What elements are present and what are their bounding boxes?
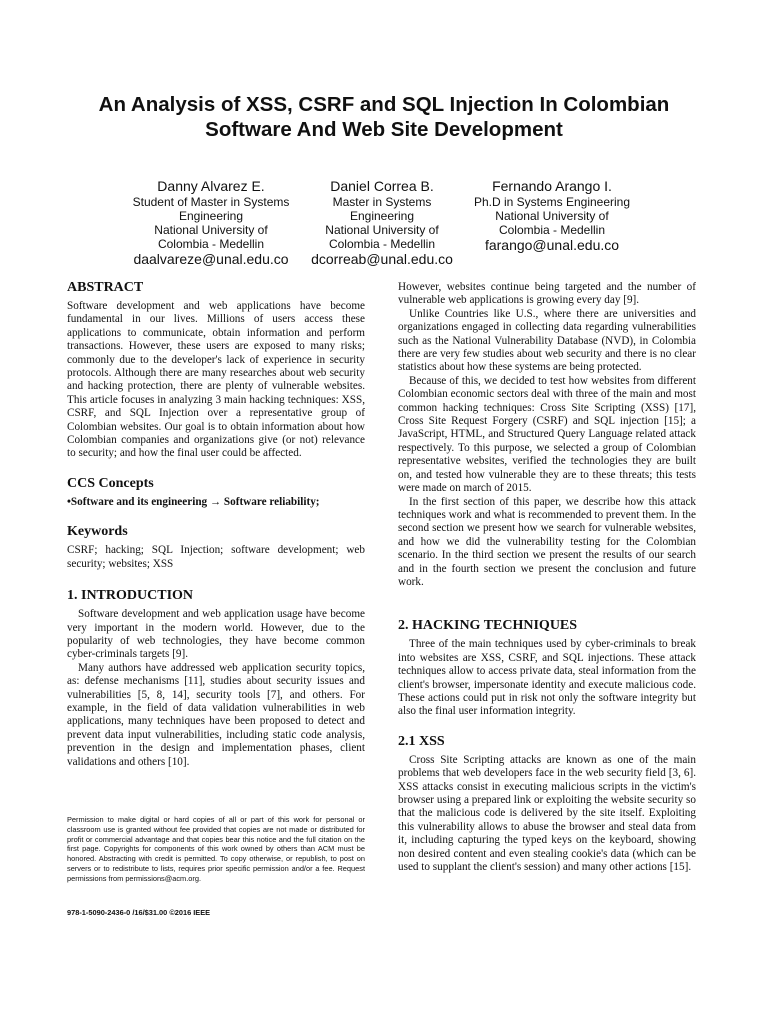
paragraph: Because of this, we decided to test how websites from different Colombian economic sectors deal with three of the main and most common hacking techniques: Cross Site Scripting (XSS) [17], Cross Site Request Forgery (CSRF) and SQL injection [15]; a JavaScript, HTML, and Structured Query Language related attack respectively. To this purpose, we selected a group of Colombian representative websites, verified the technologies they are built on, and tested how vulnerable they are to these threats; this tests were made on march of 2015. — [398, 374, 696, 495]
paragraph: Unlike Countries like U.S., where there are universities and organizations engaged in collecting data regarding vulnerabilities such as the National Vulnerability Database (NVD), in Colombia there are very few studies about web security and there is no clear statistics about how these systems are being protected. — [398, 307, 696, 374]
introduction-heading: 1. INTRODUCTION — [67, 588, 194, 604]
section-heading: 2. HACKING TECHNIQUES — [398, 618, 578, 634]
author-affiliation: Ph.D in Systems Engineering — [473, 195, 631, 209]
author-affiliation: Student of Master in Systems — [132, 195, 290, 209]
author-affiliation: Colombia - Medellin — [157, 237, 265, 251]
author-name: Fernando Arango I. — [492, 178, 612, 194]
author-affiliation: National University of — [154, 223, 268, 237]
paper-title — [40, 92, 728, 142]
author-affiliation: National University of — [495, 209, 609, 223]
title-line-2: Software And Web Site Development — [205, 118, 563, 141]
abstract-heading: ABSTRACT — [67, 280, 144, 295]
keywords-text: CSRF; hacking; SQL Injection; software development; web security; websites; XSS — [67, 544, 365, 570]
ccs-text: •Software and its engineering → Software reliability; — [67, 495, 320, 508]
paragraph: Software development and web application usage have become very important in the modern world. However, due to the popularity of web technologies, they have become common cyber-criminals targets [9]. — [67, 608, 365, 661]
paragraph: Three of the main techniques used by cyber-criminals to break into websites are XSS, CSRF, and SQL injections. These attack techniques allow to access private data, steal information from the client's browser, impersonate identity and execute malicious code. These actions could put in risk not only the software integrity but also the final user information integrity. — [398, 638, 696, 718]
isbn-line: 978-1-5090-2436-0 /16/$31.00 ©2016 IEEE — [67, 908, 211, 917]
right-column — [398, 281, 696, 874]
left-column — [67, 279, 365, 769]
author-1 — [111, 178, 311, 268]
subsection-heading: 2.1 XSS — [398, 733, 445, 749]
author-email: daalvareze@unal.edu.co — [133, 251, 289, 267]
author-name: Daniel Correa B. — [330, 178, 434, 194]
ccs-heading: CCS Concepts — [67, 475, 154, 491]
author-email: dcorreab@unal.edu.co — [311, 251, 453, 267]
author-affiliation: National University of — [325, 223, 439, 237]
author-affiliation: Master in Systems — [332, 195, 432, 209]
author-affiliation: Engineering — [178, 209, 244, 223]
copyright-footnote: Permission to make digital or hard copies of all or part of this work for personal or classroom use is granted without fee provided that copies are not made or distributed for profit or commercial advantage and that copies bear this notice and the full citation on the first page. Copyrights for components of this work owned by others than ACM must be honored. Abstracting with credit is permitted. To copy otherwise, or republish, to post on servers or to redistribute to lists, requires prior specific permission and/or a fee. Request permissions from permissions@acm.org. — [67, 815, 365, 883]
title-line-1: An Analysis of XSS, CSRF and SQL Injection In Colombian — [98, 93, 670, 116]
paragraph: However, websites continue being targeted and the number of vulnerable web applications is growing every day [9]. — [398, 281, 696, 307]
paragraph: Many authors have addressed web application security topics, as: defense mechanisms [11], studies about security issues and vulnerabilities [5, 8, 14], security tools [7], and others. For example, in the field of data validation vulnerabilities in web applications, many techniques have been proposed to detect and prevent data input vulnerabilities, including static code analysis, prevention in the design and implementation phases, client validations and others [10]. — [67, 661, 365, 768]
author-affiliation: Colombia - Medellin — [498, 223, 606, 237]
author-name: Danny Alvarez E. — [157, 178, 265, 194]
author-affiliation: Colombia - Medellin — [328, 237, 436, 251]
paragraph: In the first section of this paper, we describe how this attack techniques work and what is recommended to prevent them. In the second section we present how we search for vulnerable websites, and how we did the vulnerability testing for the Colombian scenario. In the third section we present the results of our search and in the fourth section we present the conclusion and future work. — [398, 495, 696, 588]
paragraph: Cross Site Scripting attacks are known as one of the main problems that web developers face in the web security field [3, 6]. XSS attacks consist in executing malicious scripts in the victim's browser using a prepared link or exploiting the website security so that the malicious code is delivered by the site itself. Exploiting this vulnerability allows to abuse the browser and steal data from it, including capturing the typed keys on the keyboard, showing non desired content and even stealing cookie's data (which can be used to supplant the client's session) and many other actions [15]. — [398, 753, 696, 874]
author-3 — [452, 178, 652, 254]
author-email: farango@unal.edu.co — [484, 237, 620, 253]
keywords-heading: Keywords — [67, 524, 128, 540]
author-affiliation: Engineering — [349, 209, 415, 223]
abstract-text: Software development and web applications have become fundamental in our lives. Millions of users access these applications to communicate, obtain information and perform transactions. However, these users are exposed to many risks; commonly due to the developer's lack of experience in security protocols. Although there are many researches about web security and hacking protection, there are plenty of vulnerable websites. This article focuses in analyzing 3 main hacking techniques: XSS, CSRF, and SQL Injection over a representative group of Colombian websites. Our goal is to obtain information about how Colombian companies and organizations give (or not) relevance to security; and how the final user could be affected. — [67, 300, 365, 460]
